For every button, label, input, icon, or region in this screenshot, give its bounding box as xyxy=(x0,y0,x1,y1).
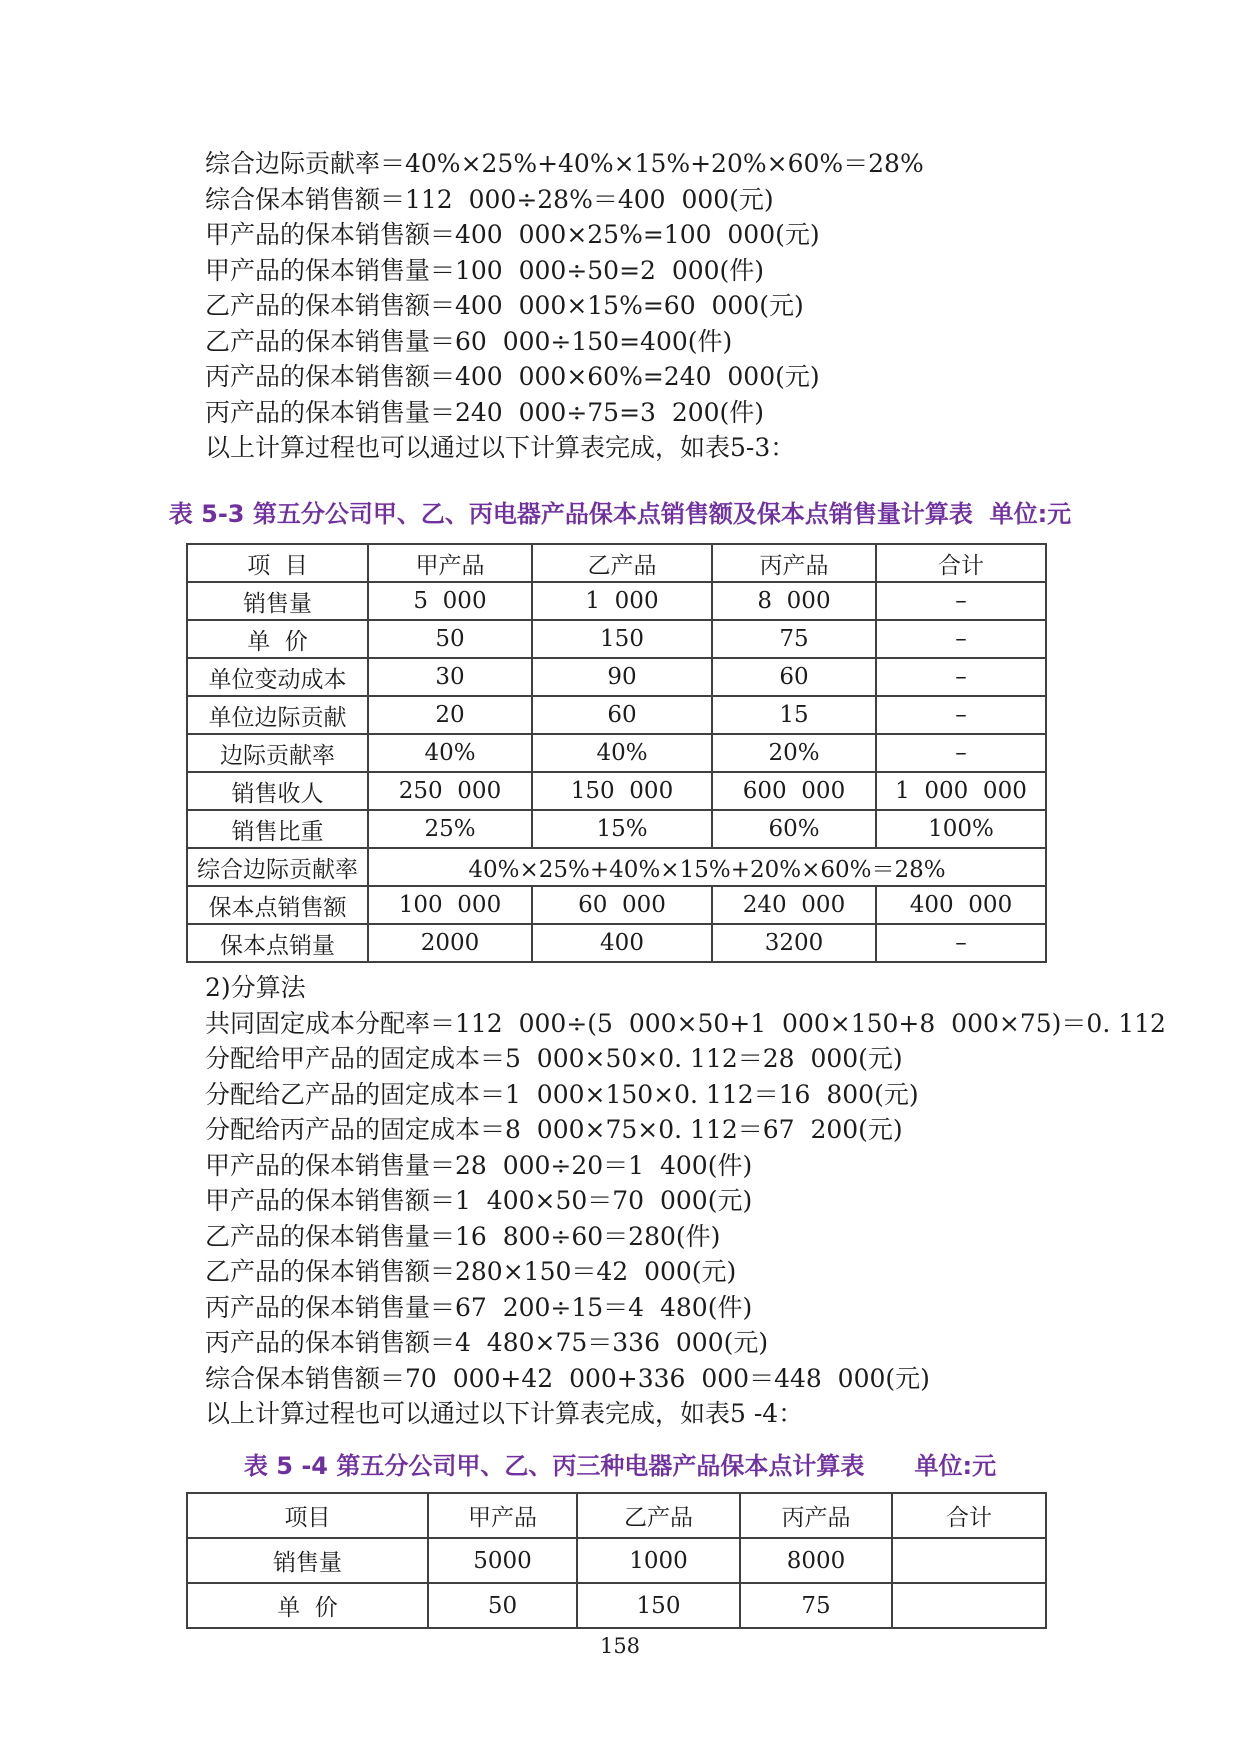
calc-line-see-table-5-3: 以上计算过程也可以通过以下计算表完成，如表5-3： xyxy=(205,433,796,462)
cell-value: 75 xyxy=(740,1583,892,1628)
column-header-product-a: 甲产品 xyxy=(428,1493,577,1538)
cell-value: 25% xyxy=(368,810,532,848)
column-header-product-b: 乙产品 xyxy=(577,1493,740,1538)
cell-value: 20% xyxy=(712,734,876,772)
calc-line-composite-breakeven-sales: 综合保本销售额＝112 000÷28%＝400 000(元) xyxy=(205,184,774,214)
calculation-block-combined-method xyxy=(205,146,924,466)
cell-value: 150 xyxy=(577,1583,740,1628)
calc-line-product-c-breakeven-qty: 丙产品的保本销售量＝240 000÷75=3 200(件) xyxy=(205,397,765,427)
cell-value: 150 000 xyxy=(532,772,712,810)
row-label: 销售收人 xyxy=(187,772,368,810)
cell-value: 40% xyxy=(532,734,712,772)
table-5-4 xyxy=(186,1492,1047,1629)
cell-value: 50 xyxy=(368,620,532,658)
table-row-header xyxy=(187,544,1046,582)
cell-value: 75 xyxy=(712,620,876,658)
cell-value: 60 xyxy=(532,696,712,734)
cell-value: – xyxy=(876,582,1046,620)
calc-line-see-table-5-4: 以上计算过程也可以通过以下计算表完成，如表5 -4： xyxy=(205,1399,804,1428)
cell-value: 600 000 xyxy=(712,772,876,810)
cell-value: 40% xyxy=(368,734,532,772)
table-row-sales-volume xyxy=(187,582,1046,620)
column-header-product-c: 丙产品 xyxy=(740,1493,892,1538)
cell-value: 8000 xyxy=(740,1538,892,1583)
table-5-4-caption: 表 5 -4 第五分公司甲、乙、丙三种电器产品保本点计算表 单位:元 xyxy=(243,1452,997,1480)
cell-value: 50 xyxy=(428,1583,577,1628)
calc-line-product-b-breakeven-qty-2: 乙产品的保本销售量＝16 800÷60＝280(件) xyxy=(205,1221,721,1251)
cell-value: 400 xyxy=(532,924,712,962)
row-label: 销售量 xyxy=(187,582,368,620)
cell-value: 150 xyxy=(532,620,712,658)
table-5-3 xyxy=(186,543,1047,963)
calc-line-product-c-breakeven-amount: 丙产品的保本销售额＝400 000×60%=240 000(元) xyxy=(205,362,820,391)
column-header-product-a: 甲产品 xyxy=(368,544,532,582)
column-header-product-b: 乙产品 xyxy=(532,544,712,582)
table-row-sales-revenue xyxy=(187,772,1046,810)
table-row-breakeven-sales-amount xyxy=(187,886,1046,924)
column-header-item: 项目 xyxy=(187,1493,428,1538)
calc-line-common-fixed-cost-rate: 共同固定成本分配率＝112 000÷(5 000×50+1 000×150+8 000×75)＝0. 112 xyxy=(205,1008,1166,1038)
calc-line-product-a-breakeven-qty: 甲产品的保本销售量＝100 000÷50=2 000(件) xyxy=(205,255,765,285)
cell-value: 250 000 xyxy=(368,772,532,810)
table-row-breakeven-qty xyxy=(187,924,1046,962)
cell-value: 240 000 xyxy=(712,886,876,924)
cell-value: – xyxy=(876,658,1046,696)
calc-line-product-c-breakeven-amount-2: 丙产品的保本销售额＝4 480×75＝336 000(元) xyxy=(205,1328,769,1357)
calc-line-product-a-breakeven-amount: 甲产品的保本销售额＝400 000×25%=100 000(元) xyxy=(205,220,820,249)
row-label: 单位边际贡献 xyxy=(187,696,368,734)
row-label: 销售比重 xyxy=(187,810,368,848)
row-label: 边际贡献率 xyxy=(187,734,368,772)
row-label: 综合边际贡献率 xyxy=(187,848,368,886)
calc-line-product-a-breakeven-amount-2: 甲产品的保本销售额＝1 400×50＝70 000(元) xyxy=(205,1186,753,1215)
column-header-product-c: 丙产品 xyxy=(712,544,876,582)
table-row-sales-mix xyxy=(187,810,1046,848)
cell-value: 15% xyxy=(532,810,712,848)
cell-merged-formula: 40%×25%+40%×15%+20%×60%＝28% xyxy=(368,848,1046,886)
row-label: 保本点销量 xyxy=(187,924,368,962)
table-5-3-caption: 表 5-3 第五分公司甲、乙、丙电器产品保本点销售额及保本点销售量计算表 单位:元 xyxy=(168,500,1072,528)
cell-value: 3200 xyxy=(712,924,876,962)
table-row-contribution-rate xyxy=(187,734,1046,772)
table-row-unit-price xyxy=(187,620,1046,658)
cell-value: 100 000 xyxy=(368,886,532,924)
cell-value xyxy=(892,1583,1046,1628)
calc-line-composite-contribution-rate: 综合边际贡献率＝40%×25%+40%×15%+20%×60%＝28% xyxy=(205,149,924,178)
cell-value: 60% xyxy=(712,810,876,848)
cell-value: 400 000 xyxy=(876,886,1046,924)
cell-value: 60 xyxy=(712,658,876,696)
cell-value: – xyxy=(876,924,1046,962)
cell-value: 2000 xyxy=(368,924,532,962)
cell-value: 100% xyxy=(876,810,1046,848)
cell-value: 8 000 xyxy=(712,582,876,620)
table-row-composite-contribution-rate xyxy=(187,848,1046,886)
calc-line-method-2-heading: 2)分算法 xyxy=(205,973,306,1002)
row-label: 单 价 xyxy=(187,1583,428,1628)
cell-value: 1 000 xyxy=(532,582,712,620)
cell-value: 60 000 xyxy=(532,886,712,924)
calc-line-fixed-cost-product-b: 分配给乙产品的固定成本＝1 000×150×0. 112＝16 800(元) xyxy=(205,1079,919,1109)
cell-value xyxy=(892,1538,1046,1583)
calc-line-product-a-breakeven-qty-2: 甲产品的保本销售量＝28 000÷20＝1 400(件) xyxy=(205,1150,753,1180)
calc-line-fixed-cost-product-a: 分配给甲产品的固定成本＝5 000×50×0. 112＝28 000(元) xyxy=(205,1044,903,1073)
cell-value: – xyxy=(876,696,1046,734)
table-row-header xyxy=(187,1493,1046,1538)
cell-value: – xyxy=(876,620,1046,658)
cell-value: – xyxy=(876,734,1046,772)
calc-line-composite-breakeven-sales-2: 综合保本销售额＝70 000+42 000+336 000＝448 000(元) xyxy=(205,1363,930,1393)
cell-value: 5000 xyxy=(428,1538,577,1583)
column-header-item: 项 目 xyxy=(187,544,368,582)
row-label: 单 价 xyxy=(187,620,368,658)
cell-value: 90 xyxy=(532,658,712,696)
calc-line-product-c-breakeven-qty-2: 丙产品的保本销售量＝67 200÷15＝4 480(件) xyxy=(205,1292,753,1322)
cell-value: 5 000 xyxy=(368,582,532,620)
row-label: 单位变动成本 xyxy=(187,658,368,696)
calc-line-product-b-breakeven-amount: 乙产品的保本销售额＝400 000×15%=60 000(元) xyxy=(205,291,804,320)
calc-line-fixed-cost-product-c: 分配给丙产品的固定成本＝8 000×75×0. 112＝67 200(元) xyxy=(205,1115,903,1144)
row-label: 销售量 xyxy=(187,1538,428,1583)
row-label: 保本点销售额 xyxy=(187,886,368,924)
calc-line-product-b-breakeven-amount-2: 乙产品的保本销售额＝280×150＝42 000(元) xyxy=(205,1257,737,1286)
column-header-total: 合计 xyxy=(892,1493,1046,1538)
page-number: 158 xyxy=(599,1634,641,1658)
cell-value: 30 xyxy=(368,658,532,696)
table-row-unit-price xyxy=(187,1583,1046,1628)
table-row-sales-volume xyxy=(187,1538,1046,1583)
table-row-unit-variable-cost xyxy=(187,658,1046,696)
cell-value: 1 000 000 xyxy=(876,772,1046,810)
table-row-unit-contribution xyxy=(187,696,1046,734)
cell-value: 15 xyxy=(712,696,876,734)
calc-line-product-b-breakeven-qty: 乙产品的保本销售量＝60 000÷150=400(件) xyxy=(205,326,733,356)
cell-value: 1000 xyxy=(577,1538,740,1583)
cell-value: 20 xyxy=(368,696,532,734)
column-header-total: 合计 xyxy=(876,544,1046,582)
calculation-block-separate-method xyxy=(205,970,1166,1432)
